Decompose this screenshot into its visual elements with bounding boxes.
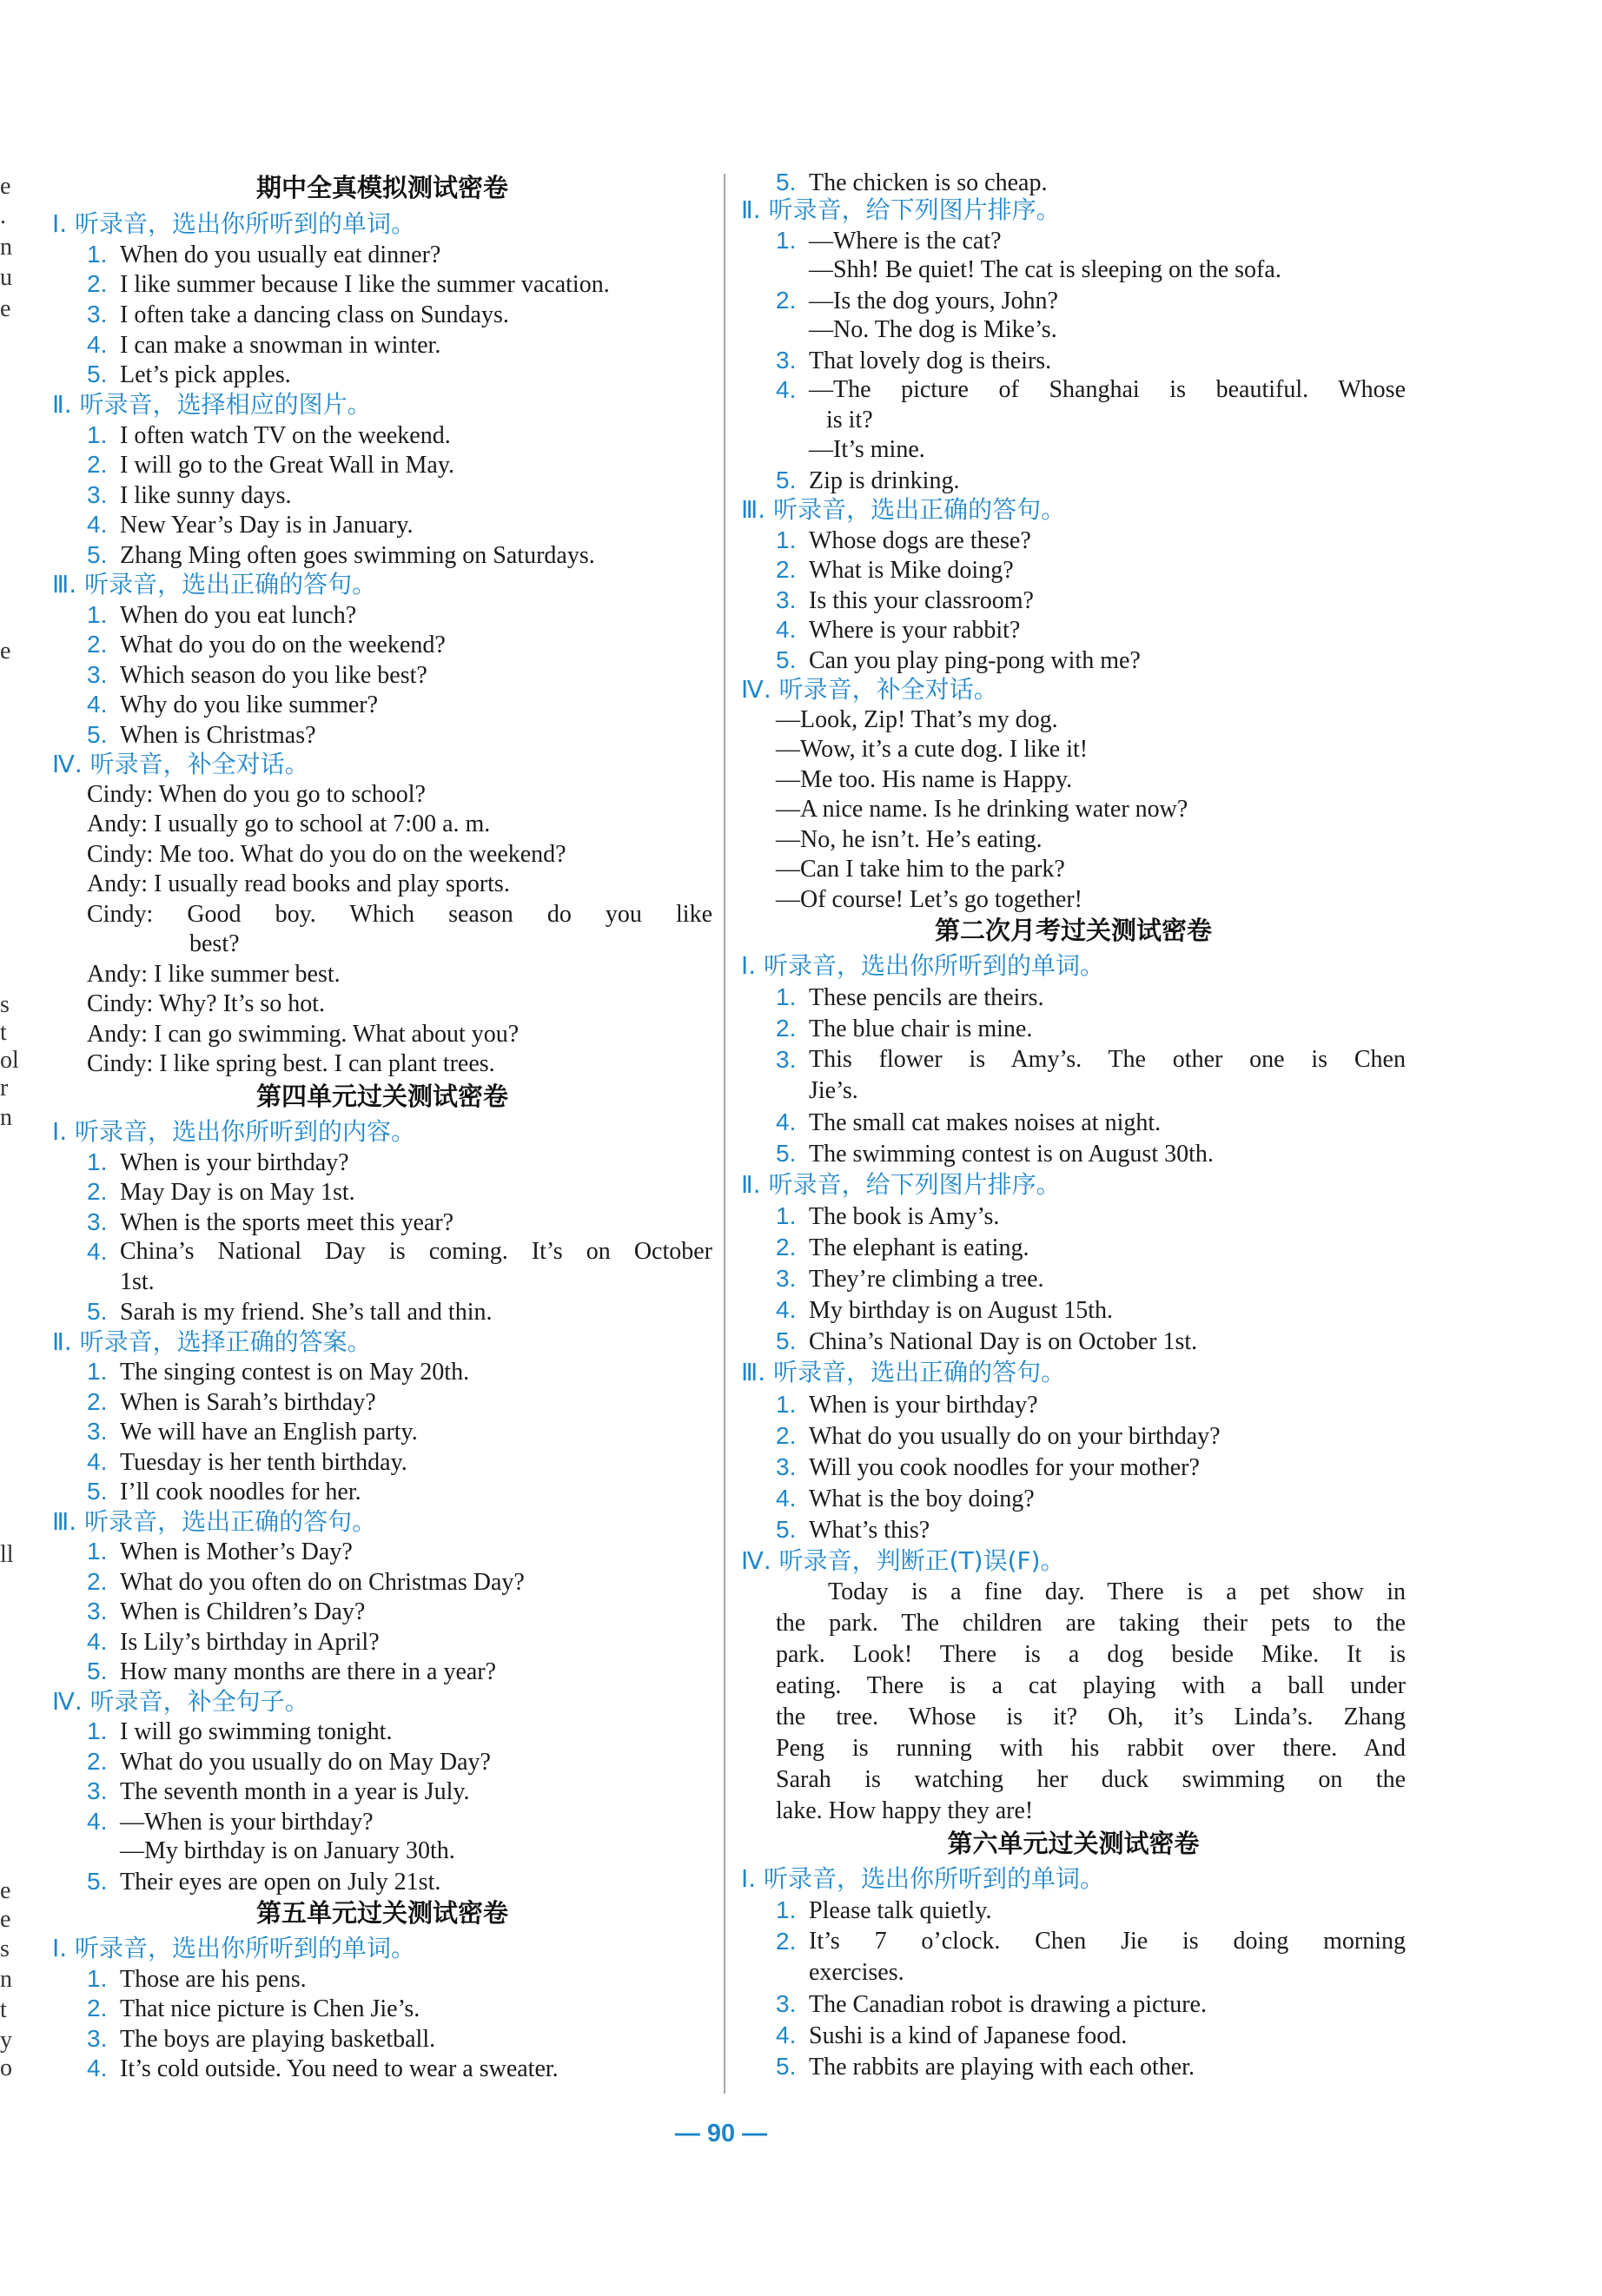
item-continuation: —Shh! Be quiet! The cat is sleeping on the sofa.: [809, 256, 1281, 283]
numbered-item: [87, 1597, 365, 1627]
item-number: 3.: [776, 1990, 797, 2017]
item-text: We will have an English party.: [120, 1419, 418, 1446]
item-number: 2.: [87, 451, 108, 478]
cropped-edge-letter: s: [0, 1935, 10, 1962]
item-number: 2.: [776, 1015, 797, 1042]
item-number: 3.: [776, 1453, 797, 1480]
numbered-item: [87, 1994, 420, 2024]
numbered-item: [87, 1208, 453, 1238]
item-number: 2.: [87, 1995, 108, 2021]
cropped-edge-letter: n: [0, 1966, 12, 1993]
item-number: 1.: [87, 1148, 108, 1175]
numbered-item: [87, 1447, 407, 1478]
item-text: Zhang Ming often goes swimming on Saturdays.: [120, 542, 595, 569]
numbered-item: [87, 1964, 307, 1995]
cropped-edge-letter: n: [0, 1104, 12, 1131]
numbered-item: [87, 300, 509, 330]
item-text: These pencils are theirs.: [809, 984, 1044, 1011]
item-text: The book is Amy’s.: [809, 1203, 1000, 1230]
item-number: 4.: [776, 1108, 797, 1135]
numbered-item: [87, 2024, 435, 2054]
numbered-item: [776, 1201, 999, 1232]
item-text: That lovely dog is theirs.: [809, 347, 1052, 374]
numbered-item: [776, 286, 1058, 316]
item-number: 5.: [87, 1657, 108, 1684]
item-text: What is the boy doing?: [809, 1485, 1035, 1512]
item-text: What do you do on the weekend?: [120, 632, 446, 658]
item-number: 5.: [87, 1298, 108, 1325]
item-number: 5.: [776, 646, 797, 673]
item-text: When is Christmas?: [120, 722, 316, 749]
numbered-item: [87, 1717, 392, 1747]
cropped-edge-letter: t: [0, 1996, 7, 2023]
item-text: When do you usually eat dinner?: [120, 242, 441, 268]
item-text: When is your birthday?: [809, 1392, 1038, 1419]
numbered-item: [776, 1484, 1035, 1514]
item-text: My birthday is on August 15th.: [809, 1297, 1114, 1324]
dialogue-line: —Look, Zip! That’s my dog.: [776, 706, 1058, 733]
passage-line: Today is a fine day. There is a pet show in: [828, 1578, 1406, 1605]
item-number: 5.: [87, 541, 108, 568]
item-number: 1.: [776, 1896, 797, 1923]
numbered-item: [776, 226, 1002, 256]
item-number: 2.: [776, 1422, 797, 1449]
item-number: 5.: [776, 1327, 797, 1354]
dialogue-line: Andy: I like summer best.: [87, 961, 341, 988]
item-number: 4.: [87, 691, 108, 718]
item-number: 4.: [776, 376, 797, 403]
numbered-item: [776, 1327, 1197, 1357]
cropped-edge-letter: o: [0, 2054, 12, 2081]
numbered-item: [87, 240, 440, 270]
item-number: 2.: [87, 1748, 108, 1775]
dialogue-line: —Can I take him to the park?: [776, 856, 1065, 883]
item-number: 1.: [776, 1202, 797, 1229]
item-text: The elephant is eating.: [809, 1234, 1029, 1261]
numbered-item: [776, 2021, 1127, 2051]
item-number: 3.: [87, 1208, 108, 1235]
numbered-item: [87, 690, 378, 720]
numbered-item: [776, 1927, 1406, 1956]
question-heading: Ⅰ. 听录音，选出你所听到的内容。: [52, 1117, 416, 1146]
numbered-item: [776, 645, 1141, 676]
question-heading: Ⅲ. 听录音，选出正确的答句。: [741, 495, 1066, 524]
item-text: Is this your classroom?: [809, 587, 1034, 614]
item-text: Sarah is my friend. She’s tall and thin.: [120, 1299, 493, 1326]
numbered-item: [87, 420, 451, 451]
cropped-edge-letter: s: [0, 991, 10, 1018]
numbered-item: [87, 510, 414, 540]
numbered-item: [87, 1237, 712, 1267]
item-text: That nice picture is Chen Jie’s.: [120, 1995, 420, 2022]
item-text: The seventh month in a year is July.: [120, 1778, 470, 1805]
item-text: When is Mother’s Day?: [120, 1538, 353, 1565]
numbered-item: [776, 1139, 1214, 1169]
question-heading: Ⅳ. 听录音，补全句子。: [52, 1687, 309, 1716]
item-number: 4.: [776, 1296, 797, 1323]
item-number: 4.: [87, 1238, 108, 1265]
item-number: 4.: [776, 1485, 797, 1512]
item-number: 5.: [776, 169, 797, 195]
item-text: Let’s pick apples.: [120, 361, 291, 388]
numbered-item: [87, 1477, 361, 1507]
item-text: When is the sports meet this year?: [120, 1209, 454, 1236]
question-heading: Ⅱ. 听录音，给下列图片排序。: [741, 195, 1061, 224]
cropped-edge-letter: u: [0, 264, 12, 291]
numbered-item: [87, 269, 610, 300]
item-text: —Where is the cat?: [809, 228, 1002, 255]
numbered-item: [87, 1177, 355, 1208]
item-number: 2.: [87, 1568, 108, 1595]
item-number: 4.: [87, 331, 108, 358]
item-text: I like sunny days.: [120, 482, 292, 509]
item-text: —Is the dog yours, John?: [809, 288, 1058, 314]
dialogue-line: —Of course! Let’s go together!: [776, 886, 1082, 913]
question-heading: Ⅰ. 听录音，选出你所听到的单词。: [52, 209, 416, 238]
item-text: Can you play ping-pong with me?: [809, 647, 1141, 674]
question-heading: Ⅱ. 听录音，选择相应的图片。: [52, 390, 372, 419]
item-text: Sushi is a kind of Japanese food.: [809, 2022, 1128, 2049]
item-continuation: 1st.: [120, 1268, 155, 1295]
numbered-item: [87, 1417, 418, 1447]
item-text: Where is your rabbit?: [809, 617, 1021, 644]
item-text: —The picture of Shanghai is beautiful. Whose: [809, 376, 1406, 403]
item-number: 1.: [87, 421, 108, 448]
item-continuation: —It’s mine.: [809, 436, 925, 463]
item-number: 3.: [87, 2025, 108, 2052]
item-number: 5.: [87, 1478, 108, 1505]
item-number: 4.: [776, 2021, 797, 2048]
item-text: Their eyes are open on July 21st.: [120, 1869, 441, 1896]
item-number: 3.: [87, 1598, 108, 1624]
item-number: 3.: [87, 661, 108, 688]
numbered-item: [87, 1627, 380, 1657]
numbered-item: [776, 1264, 1044, 1294]
question-heading: Ⅳ. 听录音，补全对话。: [741, 675, 998, 704]
item-text: Whose dogs are these?: [809, 527, 1031, 554]
dialogue-line: —A nice name. Is he drinking water now?: [776, 796, 1188, 823]
numbered-item: [87, 1567, 525, 1598]
numbered-item: [776, 526, 1031, 556]
section-title: 第六单元过关测试密卷: [947, 1829, 1200, 1858]
numbered-item: [776, 1045, 1406, 1075]
item-number: 5.: [776, 466, 797, 493]
item-number: 3.: [87, 1418, 108, 1445]
passage-line: Sarah is watching her duck swimming on the: [776, 1766, 1406, 1793]
numbered-item: [776, 1452, 1200, 1483]
item-continuation: Jie’s.: [809, 1077, 858, 1104]
item-text: I will go to the Great Wall in May.: [120, 452, 454, 479]
column-divider: [724, 174, 725, 2094]
question-heading: Ⅱ. 听录音，选择正确的答案。: [52, 1327, 372, 1356]
numbered-item: [776, 1295, 1113, 1326]
numbered-item: [776, 1421, 1221, 1452]
cropped-edge-letter: ol: [0, 1047, 19, 1074]
item-number: 3.: [87, 1777, 108, 1804]
item-number: 4.: [87, 1628, 108, 1655]
item-number: 2.: [776, 1928, 797, 1955]
numbered-item: [776, 2052, 1195, 2082]
numbered-item: [776, 1233, 1029, 1263]
dialogue-continuation: best?: [189, 930, 240, 957]
item-text: The rabbits are playing with each other.: [809, 2054, 1195, 2081]
numbered-item: [776, 1390, 1038, 1420]
numbered-item: [776, 1014, 1032, 1044]
item-text: I often watch TV on the weekend.: [120, 422, 451, 449]
question-heading: Ⅱ. 听录音，给下列图片排序。: [741, 1170, 1061, 1199]
item-number: 4.: [87, 1808, 108, 1835]
numbered-item: [87, 660, 427, 691]
item-text: The small cat makes noises at night.: [809, 1109, 1162, 1136]
item-number: 4.: [87, 1448, 108, 1475]
item-text: They’re climbing a tree.: [809, 1266, 1044, 1293]
item-text: What is Mike doing?: [809, 557, 1014, 584]
numbered-item: [87, 450, 454, 480]
item-number: 1.: [776, 227, 797, 254]
item-number: 5.: [87, 1868, 108, 1895]
question-heading: Ⅲ. 听录音，选出正确的答句。: [52, 570, 377, 599]
item-text: I like summer because I like the summer vacation.: [120, 271, 610, 298]
question-heading: Ⅳ. 听录音，判断正(T)误(F)。: [741, 1546, 1065, 1575]
item-number: 2.: [87, 270, 108, 297]
item-continuation: exercises.: [809, 1959, 904, 1986]
numbered-item: [776, 1515, 930, 1545]
item-number: 1.: [87, 241, 108, 268]
item-number: 5.: [776, 1516, 797, 1543]
dialogue-line: —Wow, it’s a cute dog. I like it!: [776, 736, 1089, 763]
cropped-edge-letter: n: [0, 234, 12, 261]
item-number: 3.: [776, 347, 797, 374]
item-number: 5.: [87, 361, 108, 387]
passage-line: park. Look! There is a dog beside Mike. It is: [776, 1641, 1406, 1668]
item-text: China’s National Day is coming. It’s on October: [120, 1238, 712, 1265]
dialogue-line: —Me too. His name is Happy.: [776, 766, 1073, 793]
item-continuation: —No. The dog is Mike’s.: [809, 316, 1057, 343]
numbered-item: [87, 720, 316, 751]
item-number: 1.: [87, 1538, 108, 1565]
page-number: — 90 —: [674, 2120, 768, 2147]
numbered-item: [776, 1989, 1207, 2020]
numbered-item: [87, 1657, 496, 1687]
item-text: When is Sarah’s birthday?: [120, 1389, 376, 1416]
item-text: Is Lily’s birthday in April?: [120, 1629, 380, 1656]
item-text: —When is your birthday?: [120, 1809, 374, 1836]
cropped-edge-letter: t: [0, 1019, 7, 1046]
numbered-item: [87, 630, 446, 660]
numbered-item: [87, 540, 595, 571]
question-heading: Ⅰ. 听录音，选出你所听到的单词。: [741, 951, 1105, 980]
item-text: Will you cook noodles for your mother?: [809, 1454, 1200, 1481]
item-number: 2.: [776, 556, 797, 583]
item-number: 2.: [87, 1178, 108, 1205]
item-text: It’s cold outside. You need to wear a sweater.: [120, 2055, 559, 2082]
item-text: Which season do you like best?: [120, 662, 427, 689]
item-number: 5.: [776, 1140, 797, 1167]
question-heading: Ⅰ. 听录音，选出你所听到的单词。: [52, 1934, 416, 1962]
passage-line: the park. The children are taking their pets to the: [776, 1610, 1406, 1637]
cropped-edge-letter: ll: [0, 1541, 14, 1568]
item-number: 3.: [87, 301, 108, 328]
item-text: This flower is Amy’s. The other one is Chen: [809, 1046, 1406, 1073]
numbered-item: [776, 586, 1034, 616]
numbered-item: [776, 375, 1406, 405]
numbered-item: [776, 555, 1014, 586]
item-text: Zip is drinking.: [809, 467, 960, 494]
dialogue-line: Andy: I can go swimming. What about you?: [87, 1021, 520, 1048]
numbered-item: [87, 360, 291, 390]
numbered-item: [87, 1537, 353, 1567]
item-number: 1.: [87, 1358, 108, 1385]
item-text: What do you often do on Christmas Day?: [120, 1569, 525, 1596]
item-text: When is Children’s Day?: [120, 1598, 366, 1625]
item-number: 1.: [87, 1717, 108, 1744]
item-number: 5.: [776, 2053, 797, 2080]
question-heading: Ⅲ. 听录音，选出正确的答句。: [741, 1358, 1066, 1386]
passage-line: lake. How happy they are!: [776, 1797, 1034, 1824]
numbered-item: [87, 1777, 470, 1807]
item-continuation: is it?: [826, 407, 873, 433]
item-text: What’s this?: [809, 1517, 930, 1544]
numbered-item: [776, 168, 1047, 198]
item-number: 3.: [776, 1265, 797, 1292]
item-continuation: —My birthday is on January 30th.: [120, 1837, 455, 1864]
item-text: I will go swimming tonight.: [120, 1718, 393, 1745]
item-number: 3.: [776, 1046, 797, 1073]
numbered-item: [776, 466, 959, 496]
passage-line: Peng is running with his rabbit over there. And: [776, 1735, 1406, 1762]
item-text: The chicken is so cheap.: [809, 169, 1048, 196]
numbered-item: [87, 1807, 374, 1837]
item-text: It’s 7 o’clock. Chen Jie is doing morning: [809, 1928, 1406, 1955]
question-heading: Ⅳ. 听录音，补全对话。: [52, 750, 309, 778]
question-heading: Ⅰ. 听录音，选出你所听到的单词。: [741, 1864, 1105, 1893]
cropped-edge-letter: y: [0, 2027, 12, 2054]
item-number: 1.: [776, 1391, 797, 1418]
numbered-item: [776, 1108, 1161, 1138]
numbered-item: [87, 2054, 559, 2084]
section-title: 期中全真模拟测试密卷: [255, 173, 508, 202]
cropped-edge-letter: e: [0, 295, 11, 322]
item-text: Tuesday is her tenth birthday.: [120, 1449, 407, 1476]
item-number: 1.: [87, 601, 108, 628]
item-number: 2.: [776, 1234, 797, 1260]
cropped-edge-letter: e: [0, 173, 11, 200]
item-text: What do you usually do on May Day?: [120, 1749, 491, 1776]
item-text: China’s National Day is on October 1st.: [809, 1328, 1198, 1355]
numbered-item: [776, 983, 1044, 1013]
numbered-item: [87, 330, 440, 361]
dialogue-line: Cindy: When do you go to school?: [87, 781, 426, 808]
item-number: 5.: [87, 721, 108, 748]
item-text: When do you eat lunch?: [120, 602, 357, 629]
dialogue-line: Andy: I usually read books and play sports.: [87, 870, 510, 897]
item-text: Why do you like summer?: [120, 691, 379, 718]
dialogue-line: Cindy: Why? It’s so hot.: [87, 990, 326, 1017]
item-text: I’ll cook noodles for her.: [120, 1479, 361, 1505]
question-heading: Ⅲ. 听录音，选出正确的答句。: [52, 1507, 377, 1536]
dialogue-line: Andy: I usually go to school at 7:00 a. m.: [87, 811, 491, 837]
dialogue-line: —No, he isn’t. He’s eating.: [776, 826, 1043, 853]
item-number: 3.: [87, 481, 108, 508]
item-text: The swimming contest is on August 30th.: [809, 1141, 1214, 1168]
item-text: The blue chair is mine.: [809, 1016, 1033, 1042]
item-number: 2.: [87, 631, 108, 658]
numbered-item: [87, 1357, 469, 1387]
numbered-item: [87, 600, 356, 631]
cropped-edge-letter: e: [0, 1877, 11, 1904]
passage-line: the tree. Whose is it? Oh, it’s Linda’s. Zhang: [776, 1704, 1406, 1730]
cropped-edge-letter: .: [0, 202, 6, 229]
numbered-item: [776, 1896, 991, 1926]
item-number: 4.: [776, 616, 797, 643]
item-number: 3.: [776, 586, 797, 613]
item-text: When is your birthday?: [120, 1149, 349, 1176]
item-text: The Canadian robot is drawing a picture.: [809, 1991, 1207, 2018]
cropped-edge-letter: r: [0, 1075, 9, 1102]
numbered-item: [87, 1747, 491, 1777]
item-text: Please talk quietly.: [809, 1897, 992, 1924]
item-number: 4.: [87, 2054, 108, 2081]
item-number: 1.: [776, 983, 797, 1010]
item-text: May Day is on May 1st.: [120, 1179, 355, 1206]
passage-line: eating. There is a cat playing with a ball under: [776, 1672, 1406, 1699]
section-title: 第二次月考过关测试密卷: [934, 916, 1212, 945]
item-text: The singing contest is on May 20th.: [120, 1359, 470, 1386]
numbered-item: [87, 1387, 376, 1418]
item-text: How many months are there in a year?: [120, 1658, 497, 1685]
item-number: 1.: [776, 526, 797, 553]
numbered-item: [87, 1867, 440, 1897]
section-title: 第四单元过关测试密卷: [255, 1082, 508, 1111]
item-text: I can make a snowman in winter.: [120, 332, 441, 359]
item-text: New Year’s Day is in January.: [120, 512, 414, 539]
item-text: The boys are playing basketball.: [120, 2026, 436, 2053]
numbered-item: [776, 615, 1020, 645]
numbered-item: [776, 346, 1051, 376]
numbered-item: [87, 1148, 349, 1178]
section-title: 第五单元过关测试密卷: [255, 1898, 508, 1928]
dialogue-line: Cindy: I like spring best. I can plant trees.: [87, 1050, 495, 1077]
item-text: I often take a dancing class on Sundays.: [120, 301, 509, 328]
dialogue-line: Cindy: Good boy. Which season do you like: [87, 901, 712, 928]
dialogue-line: Cindy: Me too. What do you do on the weekend?: [87, 841, 566, 868]
numbered-item: [87, 1297, 493, 1327]
item-number: 2.: [776, 287, 797, 314]
cropped-edge-letter: e: [0, 638, 11, 665]
item-number: 4.: [87, 511, 108, 538]
item-number: 1.: [87, 1965, 108, 1992]
numbered-item: [87, 480, 292, 511]
item-number: 2.: [87, 1388, 108, 1415]
item-text: What do you usually do on your birthday?: [809, 1423, 1221, 1450]
item-text: Those are his pens.: [120, 1966, 307, 1993]
cropped-edge-letter: e: [0, 1906, 11, 1933]
